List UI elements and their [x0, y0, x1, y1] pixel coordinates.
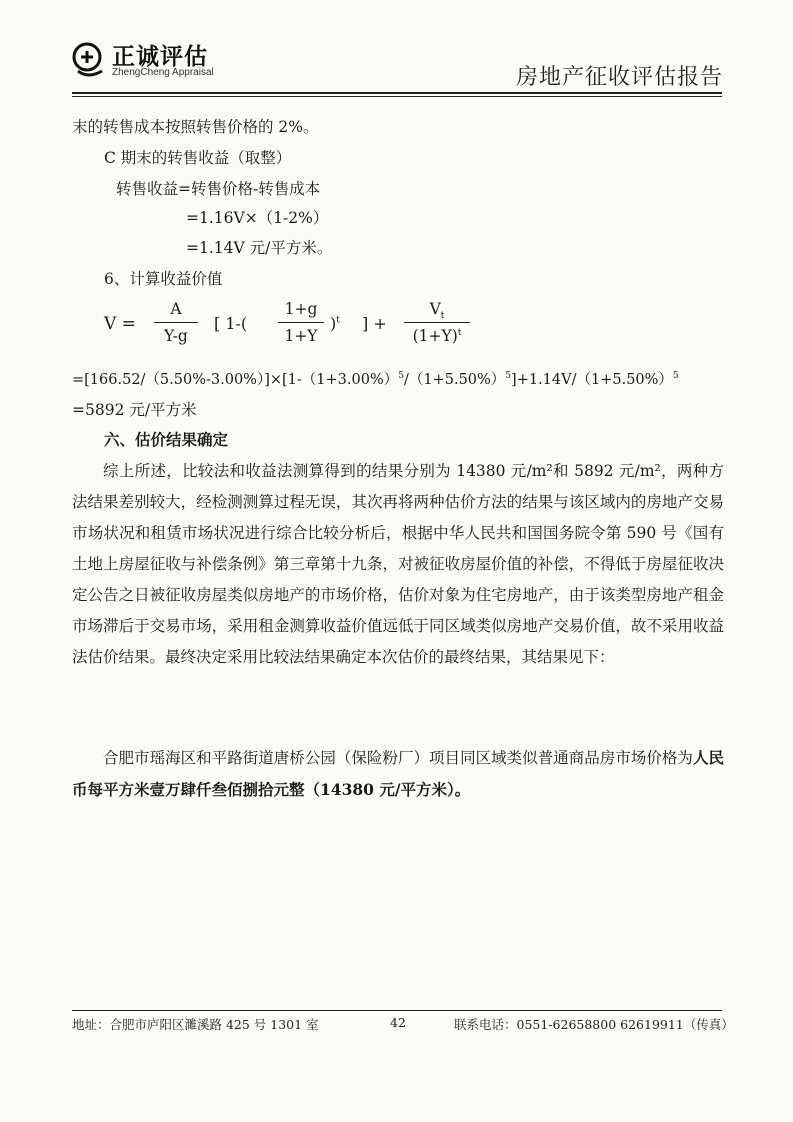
fraction-g-over-y — [278, 299, 324, 346]
fraction-bar — [404, 322, 470, 323]
fraction-numerator: A — [170, 300, 182, 318]
text-line: C 期末的转售收益（取整） — [104, 149, 292, 167]
formula-paren-close: )$^t$ — [330, 314, 340, 333]
calculation-line: $=[166.52/(5.50\%-3.00\%)]\times[1-(1+3.00\%)^5/(1+5.50\%)^5]+1.14V/(1+5.50\%)^5$ — [72, 371, 679, 388]
fraction-denominator: $(1+Y)^t$ — [412, 327, 462, 345]
footer-rule — [72, 1010, 722, 1011]
page-number: 42 — [390, 1015, 406, 1030]
section-heading: 六、估价结果确定 — [104, 430, 229, 449]
fraction-bar — [278, 322, 324, 323]
fraction-numerator: $V_t$ — [429, 300, 445, 322]
text-line: 末的转售成本按照转售价格的 2%。 — [72, 118, 319, 136]
text-line: 转售收益=转售价格-转售成本 — [116, 180, 321, 198]
report-title: 房地产征收评估报告 — [515, 65, 723, 90]
fraction-denominator: 1+Y — [284, 327, 318, 345]
conclusion-paragraph: 综上所述，比较法和收益法测算得到的结果分别为 14380 元/m²和 5892 元/m²，两种方法结果差别较大，经检测测算过程无误，其次再将两种估价方法的结果与该区域内的房地产交易市场状况和租赁市场状况进行综合比较分析后，根据中华人民共和国国务院令第 590 号《国有土地上房屋征收与补偿条例》第三章第十九条，对被征收房屋价值的补偿，不得低于房屋征收决定公告之日被征收房屋类似房地产的市场价格，估价对象为住宅房地产，由于该类型房地产租金市场滞后于交易市场，采用租金测算收益价值远低于同区域类似房地产交易价值，故不采用收益法估价结果。最终决定采用比较法结果确定本次估价的最终结果，其结果见下： — [72, 462, 724, 666]
formula-lhs: V = — [104, 314, 136, 334]
fraction-vt-over-1y — [404, 299, 470, 346]
formula-bracket-open: [ 1-( — [214, 314, 248, 333]
company-logo-english: ZhengCheng Appraisal — [112, 67, 214, 78]
text-line: =1.14V 元/平方米。 — [186, 239, 333, 257]
calculation-result: =5892 元/平方米 — [72, 401, 197, 419]
step-heading: 6、计算收益价值 — [104, 270, 223, 288]
formula-bracket-close: ] + — [362, 314, 387, 333]
company-logo-icon — [72, 40, 106, 80]
exponent-t: t — [336, 315, 340, 326]
final-value-amount: 人民币每平方米壹万肆仟叁佰捌拾元整（14380 元/平方米）。 — [72, 748, 724, 799]
header-rule-thin — [72, 96, 722, 97]
fraction-bar — [154, 322, 198, 323]
footer-contact: 联系电话：0551-62658800 62619911（传真） — [454, 1017, 734, 1032]
fraction-numerator: 1+g — [284, 300, 318, 318]
final-value-paragraph: 合肥市瑶海区和平路街道唐桥公园（保险粉厂）项目同区域类似普通商品房市场价格为人民币每平方米壹万肆仟叁佰捌拾元整（14380 元/平方米）。 — [72, 748, 724, 799]
company-logo-name: 正诚评估 — [112, 44, 208, 70]
fraction-a-over-yg — [154, 299, 198, 346]
fraction-denominator: Y-g — [164, 327, 188, 345]
text-line: =1.16V×（1-2%） — [186, 209, 329, 227]
footer-address: 地址：合肥市庐阳区濉溪路 425 号 1301 室 — [72, 1017, 319, 1032]
header-rule — [72, 92, 722, 94]
